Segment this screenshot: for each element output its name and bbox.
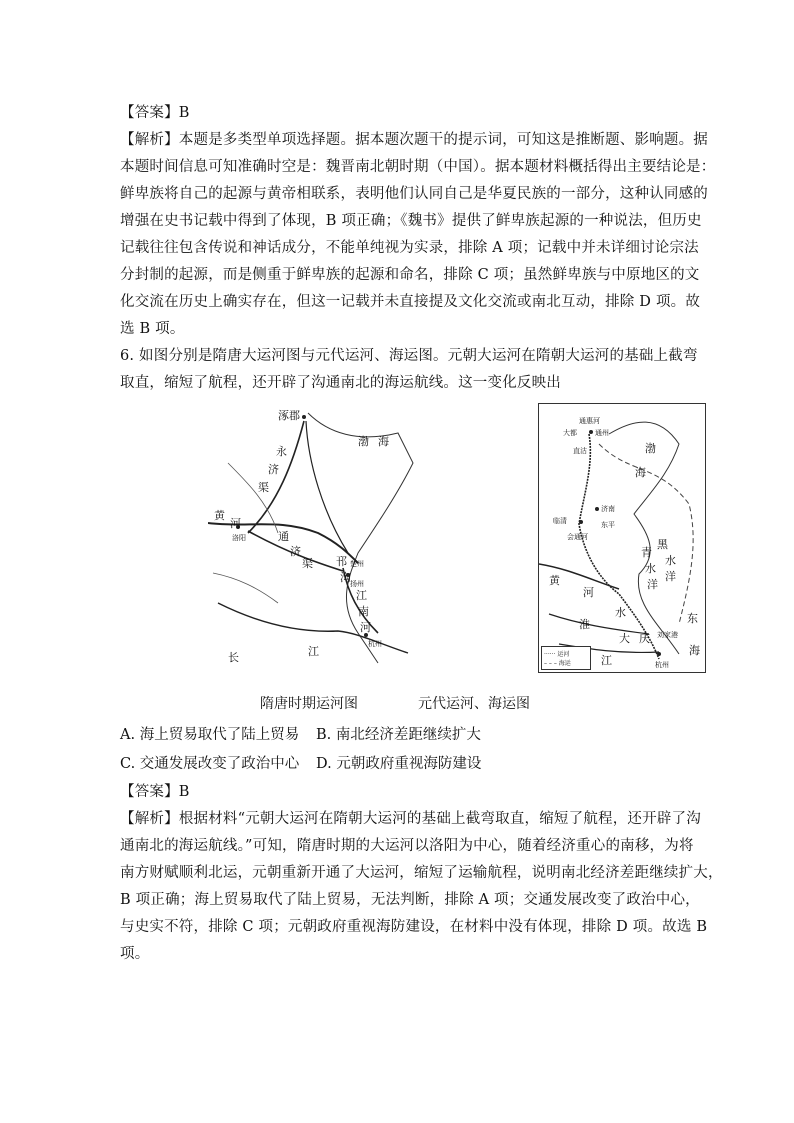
option-a: A. 海上贸易取代了陆上贸易 xyxy=(120,727,300,743)
q5-analysis-line-7: 化交流在历史上确实存在，但这一记载并未直接提及文化交流或南北互动，排除 D 项。故 xyxy=(120,294,701,310)
map-label-dadu: 大都 xyxy=(563,429,577,437)
options-row-1 xyxy=(120,721,686,750)
map-label-huai: 淮 xyxy=(579,618,590,631)
q5-analysis-line-5: 记载往往包含传说和神话成分，不能单纯视为实录，排除 A 项；记载中并未详细讨论宗法 xyxy=(120,240,699,256)
map-label-shui-2: 水 xyxy=(665,554,676,567)
map-label-chuzhou: 楚州 xyxy=(350,560,364,568)
q6-answer: 【答案】B xyxy=(120,784,190,800)
q5-analysis-line-3: 鲜卑族将自己的起源与黄帝相联系，表明他们认同自己是华夏民族的一部分，这种认同感的 xyxy=(120,186,708,202)
q6-stem-line-2: 取直，缩短了航程，还开辟了沟通南北的海运航线。这一变化反映出 xyxy=(120,375,561,391)
map-label-jiang-2: 江 xyxy=(308,645,319,658)
q5-analysis-line-4: 增强在史书记载中得到了体现，B 项正确；《魏书》提供了鲜卑族起源的一种说法，但历史 xyxy=(120,213,702,229)
map-label-he-2: 河 xyxy=(360,621,371,634)
q6-analysis-line-2: 通南北的海运航线。”可知，隋唐时期的大运河以洛阳为中心，随着经济重心的南移，为将 xyxy=(120,838,694,854)
map-label-gou: 沟 xyxy=(340,571,351,584)
map-label-yangzhou: 扬州 xyxy=(350,580,364,588)
map-label-he-right: 河 xyxy=(583,586,594,599)
map-label-bo-right: 渤 xyxy=(645,442,656,455)
map-label-tong: 通 xyxy=(278,530,289,543)
caption-yuan: 元代运河、海运图 xyxy=(418,696,530,712)
map-label-nan: 南 xyxy=(358,605,369,618)
option-d: D. 元朝政府重视海防建设 xyxy=(316,756,482,772)
q6-options xyxy=(120,721,686,779)
map-label-dongping: 东平 xyxy=(601,521,615,529)
yuan-canal-sea-route-map xyxy=(538,403,706,673)
map-label-linqing: 临清 xyxy=(553,517,567,525)
map-label-hei: 黑 xyxy=(657,538,668,551)
map-label-hai: 海 xyxy=(378,435,389,448)
map-label-huang-right: 黄 xyxy=(549,574,560,587)
map-label-zhuojun: 涿郡 xyxy=(278,409,300,422)
map-label-shui: 水 xyxy=(615,606,626,619)
map-label-jiang-right: 江 xyxy=(601,654,612,667)
legend-canal: ······ 运河 xyxy=(544,651,570,658)
map-captions xyxy=(120,693,686,721)
map-label-zhigu: 直沽 xyxy=(573,447,587,455)
q5-analysis-line-6: 分封制的起源，而是侧重于鲜卑族的起源和命名，排除 C 项；虽然鲜卑族与中原地区的文 xyxy=(120,267,700,283)
map-label-he: 河 xyxy=(230,517,241,530)
map-label-shui-3: 水 xyxy=(645,562,656,575)
map-label-hangzhou-right: 杭州 xyxy=(655,661,669,669)
map-label-hai-2: 海 xyxy=(689,644,700,657)
option-b: B. 南北经济差距继续扩大 xyxy=(316,727,481,743)
sui-tang-canal-map xyxy=(208,403,534,673)
map-label-tonghuihe: 通惠河 xyxy=(579,417,600,425)
q5-analysis-line-1: 【解析】本题是多类型单项选择题。据本题次题干的提示词，可知这是推断题、影响题。据 xyxy=(120,132,709,148)
map-label-luoyang: 洛阳 xyxy=(232,534,246,542)
map-label-yang: 洋 xyxy=(665,570,676,583)
map-figures xyxy=(120,403,700,693)
q6-analysis-line-3: 南方财赋顺利北运，元朝重新开通了大运河，缩短了运输航程，说明南北经济差距继续扩大， xyxy=(120,865,723,881)
map-label-da: 大 xyxy=(619,632,630,645)
map-label-qing: 青 xyxy=(641,546,652,559)
legend-sea-route: – – – 海运 xyxy=(544,660,571,667)
map-label-han: 邗 xyxy=(336,555,347,568)
map-label-tongzhou: 通州 xyxy=(595,429,609,437)
map-legend xyxy=(541,646,591,670)
map-label-ji-2: 济 xyxy=(290,545,301,558)
map-label-qu-1: 渠 xyxy=(258,481,269,494)
document-page xyxy=(120,100,723,968)
q6-analysis-line-4: B 项正确；海上贸易取代了陆上贸易，无法判断，排除 A 项；交通发展改变了政治中心， xyxy=(120,892,700,908)
map-label-qing-2: 庆 xyxy=(639,632,650,645)
map-label-yang-2: 洋 xyxy=(647,578,658,591)
q6-analysis-label: 【解析】 xyxy=(120,811,179,827)
map-label-huitonghe: 会通河 xyxy=(567,533,588,541)
map-label-huang: 黄 xyxy=(214,509,225,522)
map-label-chang: 长 xyxy=(228,651,239,664)
q6-analysis-line-5: 与史实不符，排除 C 项；元朝政府重视海防建设，在材料中没有体现，排除 D 项。故选 B xyxy=(120,919,708,935)
option-c: C. 交通发展改变了政治中心 xyxy=(120,756,300,772)
map-label-qu-2: 渠 xyxy=(302,557,313,570)
q6-analysis-line-1: 【解析】根据材料“元朝大运河在隋朝大运河的基础上截弯取直，缩短了航程，还开辟了沟 xyxy=(120,811,701,827)
q6-stem-line-1: 6. 如图分别是隋唐大运河图与元代运河、海运图。元朝大运河在隋朝大运河的基础上截弯 xyxy=(120,348,698,364)
q5-analysis-line-8: 选 B 项。 xyxy=(120,321,185,337)
q6-analysis-line-6: 项。 xyxy=(120,946,150,962)
q5-answer: 【答案】B xyxy=(120,105,190,121)
map-label-dong: 东 xyxy=(687,612,698,625)
q5-analysis-label: 【解析】 xyxy=(120,132,179,148)
map-label-jinan: 济南 xyxy=(601,505,615,513)
options-row-2 xyxy=(120,750,686,779)
map-label-bo: 渤 xyxy=(358,435,369,448)
map-label-yong: 永 xyxy=(276,445,287,458)
caption-sui-tang: 隋唐时期运河图 xyxy=(260,696,358,712)
map-label-ji-1: 济 xyxy=(268,463,279,476)
map-label-liujiagang: 刘家港 xyxy=(657,631,678,639)
map-label-hai-right: 海 xyxy=(635,466,646,479)
map-label-hangzhou: 杭州 xyxy=(368,640,382,648)
q5-analysis-line-2: 本题时间信息可知准确时空是：魏晋南北朝时期（中国）。据本题材料概括得出主要结论是： xyxy=(120,159,716,175)
map-label-jiang: 江 xyxy=(356,589,367,602)
